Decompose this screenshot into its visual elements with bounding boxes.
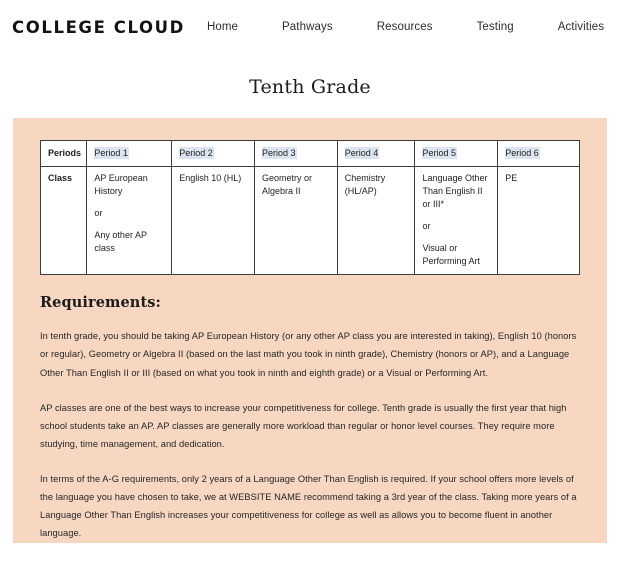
table-cell-period-6-class <box>498 167 580 275</box>
spacer <box>422 233 490 242</box>
spacer <box>94 198 164 207</box>
table-cell-period-2-class <box>172 167 255 275</box>
site-header <box>0 0 620 54</box>
table-cell-period-3-header <box>254 141 337 167</box>
nav-item-home[interactable]: Home <box>206 21 239 33</box>
table-row-class <box>41 167 580 275</box>
table-row-periods <box>41 141 580 167</box>
period-1-label: Period 1 <box>94 148 128 158</box>
table-cell-period-3-class <box>254 167 337 275</box>
main-navigation <box>185 21 614 33</box>
class-primary: Geometry or Algebra II <box>261 173 312 197</box>
table-cell-period-4-header <box>337 141 415 167</box>
spacer <box>422 211 490 220</box>
table-cell-period-5-header <box>415 141 498 167</box>
period-3-label: Period 3 <box>261 148 296 158</box>
class-primary: English 10 (HL) <box>179 173 242 184</box>
nav-item-activities[interactable]: Activities <box>557 21 605 33</box>
row-header-periods: Periods <box>41 141 87 167</box>
class-conjunction: or <box>94 208 103 219</box>
page-title: Tenth Grade <box>249 76 371 98</box>
requirements-paragraph-2: AP classes are one of the best ways to increase your competitiveness for college. Tenth grade is usually the first year that high school students take an AP. AP classes are generally more workload than regular or honor level courses. They require more studying, time management, and dedication. <box>40 402 567 449</box>
requirements-paragraph-1: In tenth grade, you should be taking AP European History (or any other AP class you are interested in taking), English 10 (honors or regular), Geometry or Algebra II (based on the last math you took in ninth grade), Chemistry (honors or AP), and a Language Other Than English II or III (based on what you took in ninth and eighth grade) or a Visual or Performing Art. <box>40 331 577 378</box>
table-cell-period-4-class <box>337 167 415 275</box>
class-primary: AP European History <box>94 173 148 197</box>
table-cell-period-1-class <box>87 167 172 275</box>
content-panel <box>13 118 607 543</box>
row-header-class: Class <box>41 167 87 275</box>
site-logo[interactable]: COLLEGE CLOUD <box>12 17 185 37</box>
nav-item-pathways[interactable]: Pathways <box>282 21 333 33</box>
class-alternate: Any other AP class <box>94 230 147 254</box>
class-conjunction: or <box>422 221 431 232</box>
spacer <box>94 220 164 229</box>
period-6-label: Period 6 <box>505 148 539 158</box>
requirements-heading: Requirements: <box>40 294 161 312</box>
schedule-table <box>40 140 580 275</box>
period-2-label: Period 2 <box>179 148 213 158</box>
period-4-label: Period 4 <box>344 148 379 158</box>
class-primary: Chemistry (HL/AP) <box>344 173 386 197</box>
period-5-label: Period 5 <box>422 148 456 158</box>
class-alternate: Visual or Performing Art <box>422 243 480 267</box>
table-cell-period-2-header <box>172 141 255 167</box>
nav-item-resources[interactable]: Resources <box>376 21 433 33</box>
class-primary: Language Other Than English II or III* <box>422 173 488 210</box>
nav-item-testing[interactable]: Testing <box>476 21 514 33</box>
table-cell-period-6-header <box>498 141 580 167</box>
table-cell-period-5-class <box>415 167 498 275</box>
table-cell-period-1-header <box>87 141 172 167</box>
class-primary: PE <box>505 173 518 184</box>
requirements-paragraph-3: In terms of the A-G requirements, only 2 years of a Language Other Than English is required. If your school offers more levels of the language you have chosen to take, we at WEBSITE NAME recommend taking a 3rd year of the class. Taking more years of a Language Other Than English increases your competitiveness for college as well as allows you to become fluent in another language. <box>40 474 577 539</box>
